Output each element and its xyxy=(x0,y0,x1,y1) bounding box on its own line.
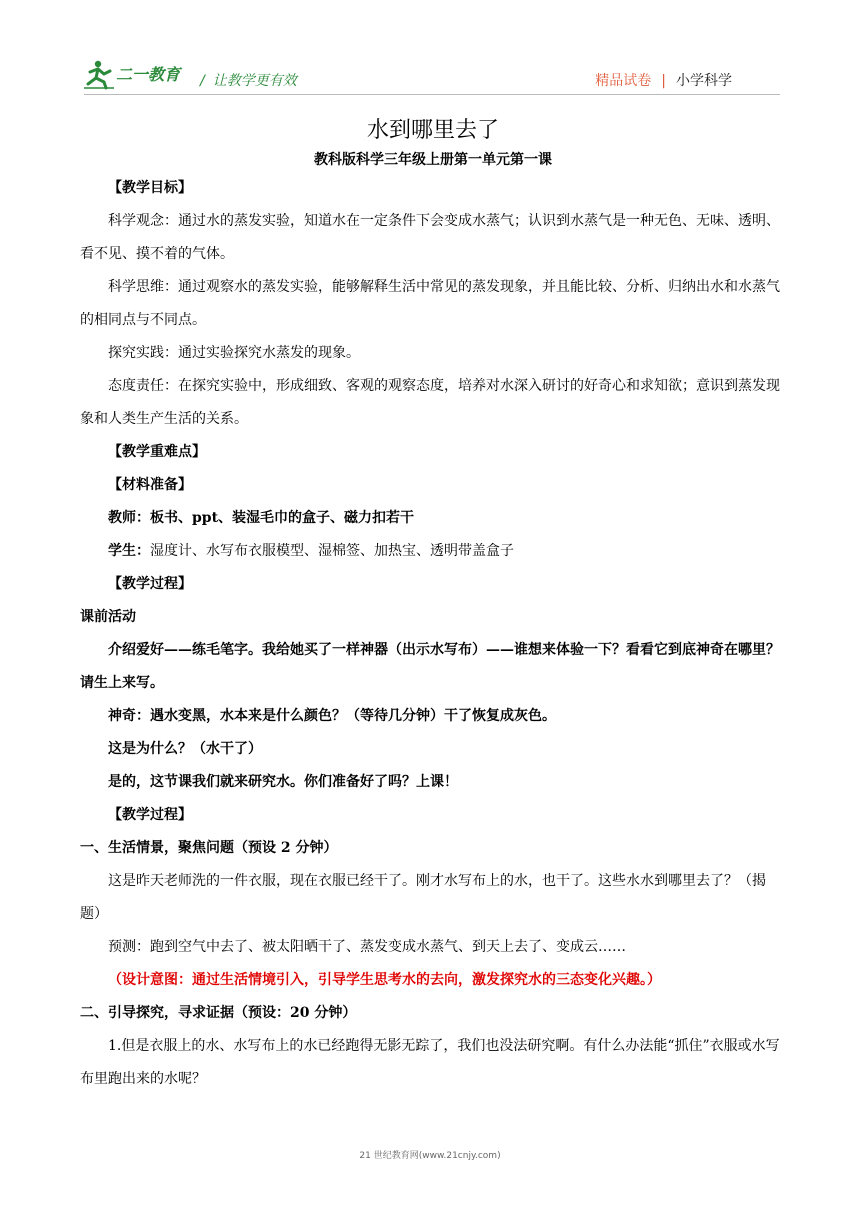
tag-quality-paper: 精品试卷 xyxy=(595,73,652,89)
header-divider xyxy=(84,94,780,95)
slogan-text: 让教学更有效 xyxy=(212,73,297,89)
para-magic: 神奇：遇水变黑，水本来是什么颜色？（等待几分钟）干了恢复成灰色。 xyxy=(108,708,556,724)
goal-scientific-thinking: 科学思维：通过观察水的蒸发实验，能够解释生活中常见的蒸发现象，并且能比较、分析、归纳出水和水蒸气的相同点与不同点。 xyxy=(80,279,780,328)
heading-materials: 【材料准备】 xyxy=(108,477,192,493)
materials-student-label: 学生： xyxy=(108,543,150,559)
page-footer: 21 世纪教育网(www.21cnjy.com) xyxy=(359,1151,501,1161)
pre-class-activity: 课前活动 xyxy=(80,609,136,625)
section-1-design-intent: （设计意图：通过生活情境引入，引导学生思考水的去向，激发探究水的三态变化兴趣。） xyxy=(108,972,661,988)
section-1-para-a: 这是昨天老师洗的一件衣服，现在衣服已经干了。刚才水写布上的水，也干了。这些水水到哪里去了？（揭题） xyxy=(80,873,766,922)
materials-teacher: 教师：板书、ppt、装湿毛巾的盒子、磁力扣若干 xyxy=(108,510,415,526)
section-2-para-a: 1.但是衣服上的水、水写布上的水已经跑得无影无踪了，我们也没法研究啊。有什么办法能“抓住”衣服或水写布里跑出来的水呢？ xyxy=(80,1038,780,1087)
goal-attitude: 态度责任：在探究实验中，形成细致、客观的观察态度，培养对水深入研讨的好奇心和求知欲；意识到蒸发现象和人类生产生活的关系。 xyxy=(80,378,780,427)
logo-text: 二一教育 xyxy=(116,65,181,84)
page-header xyxy=(0,0,860,100)
para-intro: 介绍爱好——练毛笔字。我给她买了一样神器（出示水写布）——谁想来体验一下？看看它到底神奇在哪里？请生上来写。 xyxy=(80,642,780,691)
section-2-title: 二、引导探究，寻求证据（预设：20 分钟） xyxy=(80,1005,357,1021)
slogan-slash: / xyxy=(200,73,205,89)
heading-goals: 【教学目标】 xyxy=(108,180,192,196)
heading-process-1: 【教学过程】 xyxy=(108,576,192,592)
slogan xyxy=(200,70,297,90)
materials-student xyxy=(80,535,786,568)
page-subtitle: 教科版科学三年级上册第一单元第一课 xyxy=(314,152,552,168)
logo xyxy=(84,58,194,90)
goal-scientific-concept: 科学观念：通过水的蒸发实验，知道水在一定条件下会变成水蒸气；认识到水蒸气是一种无色、无味、透明、看不见、摸不着的气体。 xyxy=(80,213,780,262)
heading-key-points: 【教学重难点】 xyxy=(108,444,206,460)
tag-separator: | xyxy=(661,73,666,89)
section-1-title: 一、生活情景，聚焦问题（预设 2 分钟） xyxy=(80,840,338,856)
para-start-class: 是的，这节课我们就来研究水。你们准备好了吗？上课！ xyxy=(108,774,458,790)
heading-process-2: 【教学过程】 xyxy=(108,807,192,823)
materials-student-list: 湿度计、水写布衣服模型、湿棉签、加热宝、透明带盖盒子 xyxy=(150,543,514,559)
header-tags xyxy=(595,70,732,90)
page-title: 水到哪里去了 xyxy=(366,118,499,143)
para-why: 这是为什么？（水干了） xyxy=(108,741,262,757)
tag-subject: 小学科学 xyxy=(676,73,732,89)
document-body xyxy=(80,108,786,1096)
goal-inquiry-practice: 探究实践：通过实验探究水蒸发的现象。 xyxy=(108,345,360,361)
section-1-prediction: 预测：跑到空气中去了、被太阳晒干了、蒸发变成水蒸气、到天上去了、变成云…… xyxy=(108,939,626,955)
